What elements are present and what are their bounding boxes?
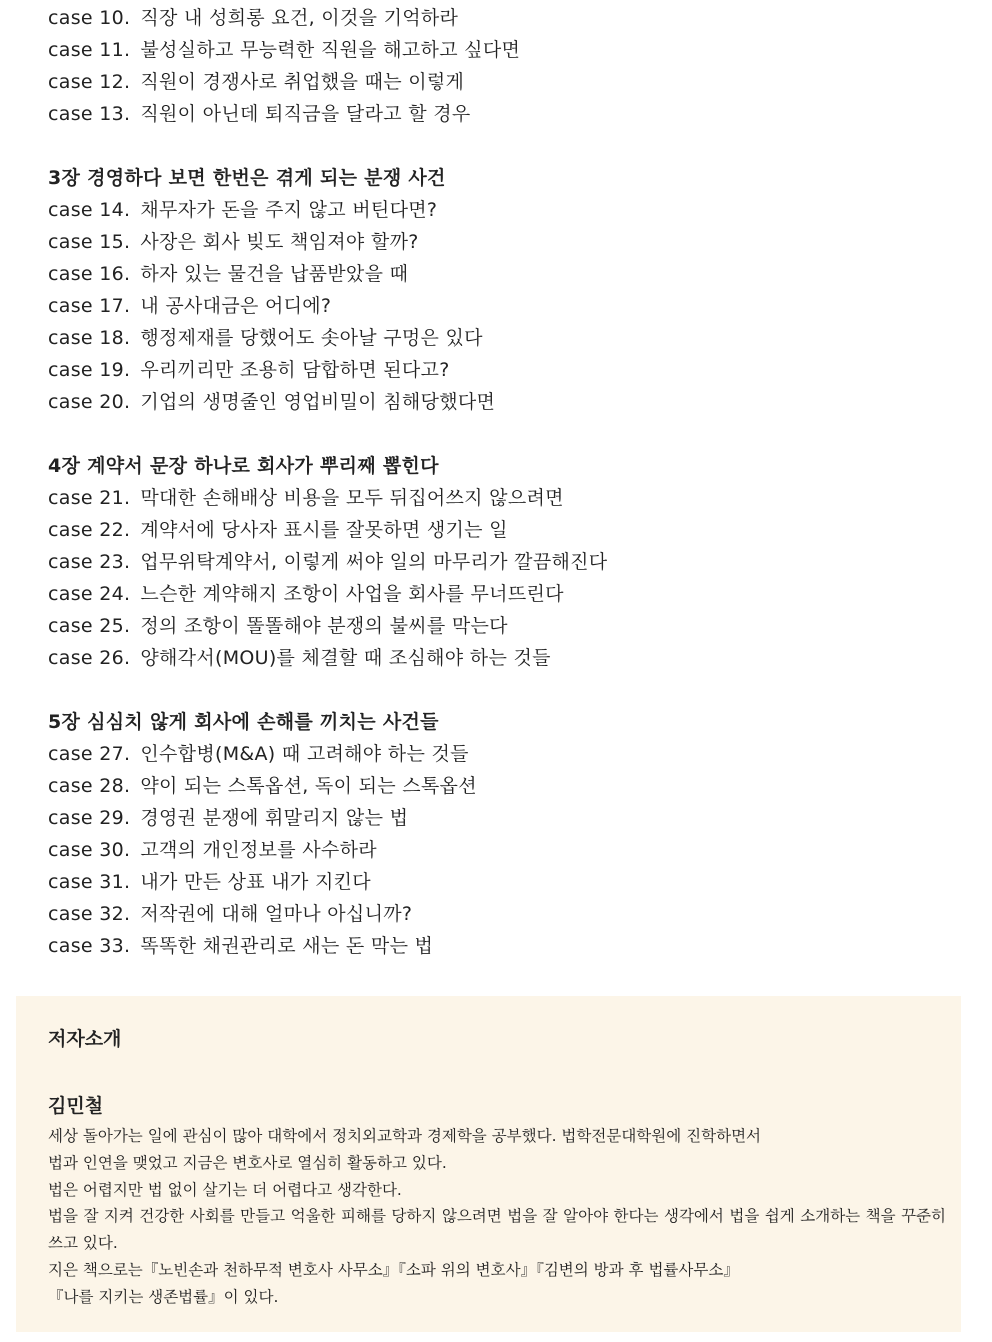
case-prefix: case <box>48 71 93 93</box>
case-number: 24. <box>99 583 131 605</box>
case-prefix: case <box>48 903 93 925</box>
case-number: 28. <box>99 775 131 797</box>
case-title: 업무위탁계약서, 이렇게 써야 일의 마무리가 깔끔해진다 <box>140 551 608 573</box>
case-number: 19. <box>99 359 131 381</box>
case-number: 29. <box>99 807 131 829</box>
case-number: 31. <box>99 871 131 893</box>
case-prefix: case <box>48 615 93 637</box>
author-section-heading: 저자소개 <box>48 1028 122 1050</box>
case-prefix: case <box>48 391 93 413</box>
bio-paragraph: 법과 인연을 맺었고 지금은 변호사로 열심히 활동하고 있다. <box>48 1153 447 1172</box>
case-title: 계약서에 당사자 표시를 잘못하면 생기는 일 <box>140 519 508 541</box>
bio-paragraph: 세상 돌아가는 일에 관심이 많아 대학에서 정치외교학과 경제학을 공부했다. 법학전문대학원에 진학하면서 <box>48 1127 762 1145</box>
case-item[interactable] <box>48 482 968 514</box>
toc-section-continued <box>48 2 968 130</box>
author-intro-panel <box>16 996 961 1332</box>
chapter-heading: 5장 심심치 않게 회사에 손해를 끼치는 사건들 <box>48 711 439 733</box>
case-number: 16. <box>99 263 131 285</box>
case-number: 11. <box>99 39 131 61</box>
case-title: 약이 되는 스톡옵션, 독이 되는 스톡옵션 <box>140 775 477 797</box>
bio-paragraph: 법을 잘 지켜 건강한 사회를 만들고 억울한 피해를 당하지 않으려면 법을 잘 알아야 한다는 생각에서 법을 쉽게 소개하는 책을 꾸준히 쓰고 있다. <box>48 1207 946 1253</box>
bio-paragraph: 『나를 지키는 생존법률』이 있다. <box>48 1287 279 1306</box>
case-title: 직원이 경쟁사로 취업했을 때는 이렇게 <box>140 71 465 93</box>
case-item[interactable] <box>48 610 968 642</box>
case-item[interactable] <box>48 34 968 66</box>
case-title: 우리끼리만 조용히 담합하면 된다고? <box>140 359 450 381</box>
case-title: 불성실하고 무능력한 직원을 해고하고 싶다면 <box>140 39 521 61</box>
case-number: 33. <box>99 935 131 957</box>
case-item[interactable] <box>48 642 968 674</box>
case-prefix: case <box>48 487 93 509</box>
case-prefix: case <box>48 647 93 669</box>
case-prefix: case <box>48 231 93 253</box>
case-title: 막대한 손해배상 비용을 모두 뒤집어쓰지 않으려면 <box>140 487 564 509</box>
case-item[interactable] <box>48 354 968 386</box>
case-title: 인수합병(M&A) 때 고려해야 하는 것들 <box>140 743 469 765</box>
case-title: 내 공사대금은 어디에? <box>140 295 332 317</box>
case-prefix: case <box>48 263 93 285</box>
toc-section-chapter-5 <box>48 706 968 962</box>
case-item[interactable] <box>48 290 968 322</box>
case-title: 사장은 회사 빚도 책임져야 할까? <box>140 231 419 253</box>
case-title: 양해각서(MOU)를 체결할 때 조심해야 하는 것들 <box>140 647 551 669</box>
case-number: 25. <box>99 615 131 637</box>
case-item[interactable] <box>48 546 968 578</box>
case-title: 직장 내 성희롱 요건, 이것을 기억하라 <box>140 7 459 29</box>
case-item[interactable] <box>48 258 968 290</box>
case-prefix: case <box>48 39 93 61</box>
case-number: 23. <box>99 551 131 573</box>
case-title: 똑똑한 채권관리로 새는 돈 막는 법 <box>140 935 434 957</box>
table-of-contents <box>48 2 968 962</box>
case-item[interactable] <box>48 226 968 258</box>
case-prefix: case <box>48 519 93 541</box>
bio-paragraph: 법은 어렵지만 법 없이 살기는 더 어렵다고 생각한다. <box>48 1180 402 1199</box>
case-prefix: case <box>48 583 93 605</box>
bio-paragraph: 지은 책으로는『노빈손과 천하무적 변호사 사무소』『소파 위의 변호사』『김변의 방과 후 법률사무소』 <box>48 1260 739 1279</box>
case-prefix: case <box>48 295 93 317</box>
case-item[interactable] <box>48 834 968 866</box>
case-title: 채무자가 돈을 주지 않고 버틴다면? <box>140 199 438 221</box>
case-prefix: case <box>48 775 93 797</box>
case-number: 21. <box>99 487 131 509</box>
case-prefix: case <box>48 935 93 957</box>
case-item[interactable] <box>48 578 968 610</box>
case-number: 13. <box>99 103 131 125</box>
case-item[interactable] <box>48 2 968 34</box>
case-number: 12. <box>99 71 131 93</box>
toc-section-chapter-3 <box>48 162 968 418</box>
case-title: 경영권 분쟁에 휘말리지 않는 법 <box>140 807 409 829</box>
chapter-heading: 3장 경영하다 보면 한번은 겪게 되는 분쟁 사건 <box>48 167 446 189</box>
case-number: 17. <box>99 295 131 317</box>
case-number: 22. <box>99 519 131 541</box>
case-prefix: case <box>48 7 93 29</box>
case-prefix: case <box>48 199 93 221</box>
case-title: 기업의 생명줄인 영업비밀이 침해당했다면 <box>140 391 496 413</box>
case-item[interactable] <box>48 930 968 962</box>
case-item[interactable] <box>48 386 968 418</box>
case-item[interactable] <box>48 866 968 898</box>
case-number: 15. <box>99 231 131 253</box>
case-item[interactable] <box>48 194 968 226</box>
case-number: 10. <box>99 7 131 29</box>
case-item[interactable] <box>48 770 968 802</box>
author-bio <box>48 1123 946 1311</box>
case-number: 32. <box>99 903 131 925</box>
case-number: 27. <box>99 743 131 765</box>
case-number: 20. <box>99 391 131 413</box>
toc-section-chapter-4 <box>48 450 968 674</box>
case-prefix: case <box>48 839 93 861</box>
case-prefix: case <box>48 103 93 125</box>
case-prefix: case <box>48 871 93 893</box>
case-item[interactable] <box>48 802 968 834</box>
case-title: 직원이 아닌데 퇴직금을 달라고 할 경우 <box>140 103 471 125</box>
chapter-heading: 4장 계약서 문장 하나로 회사가 뿌리째 뽑힌다 <box>48 455 439 477</box>
case-prefix: case <box>48 327 93 349</box>
case-title: 정의 조항이 똘똘해야 분쟁의 불씨를 막는다 <box>140 615 508 637</box>
case-item[interactable] <box>48 738 968 770</box>
case-item[interactable] <box>48 514 968 546</box>
case-number: 18. <box>99 327 131 349</box>
case-item[interactable] <box>48 898 968 930</box>
case-title: 느슨한 계약해지 조항이 사업을 회사를 무너뜨린다 <box>140 583 564 605</box>
case-item[interactable] <box>48 322 968 354</box>
case-title: 고객의 개인정보를 사수하라 <box>140 839 377 861</box>
case-title: 내가 만든 상표 내가 지킨다 <box>140 871 371 893</box>
author-name: 김민철 <box>48 1095 104 1117</box>
case-prefix: case <box>48 743 93 765</box>
case-prefix: case <box>48 359 93 381</box>
case-item[interactable] <box>48 66 968 98</box>
case-item[interactable] <box>48 98 968 130</box>
case-title: 행정제재를 당했어도 솟아날 구멍은 있다 <box>140 327 483 349</box>
case-title: 저작권에 대해 얼마나 아십니까? <box>140 903 413 925</box>
case-number: 14. <box>99 199 131 221</box>
case-title: 하자 있는 물건을 납품받았을 때 <box>140 263 409 285</box>
case-number: 26. <box>99 647 131 669</box>
case-prefix: case <box>48 551 93 573</box>
case-prefix: case <box>48 807 93 829</box>
case-number: 30. <box>99 839 131 861</box>
